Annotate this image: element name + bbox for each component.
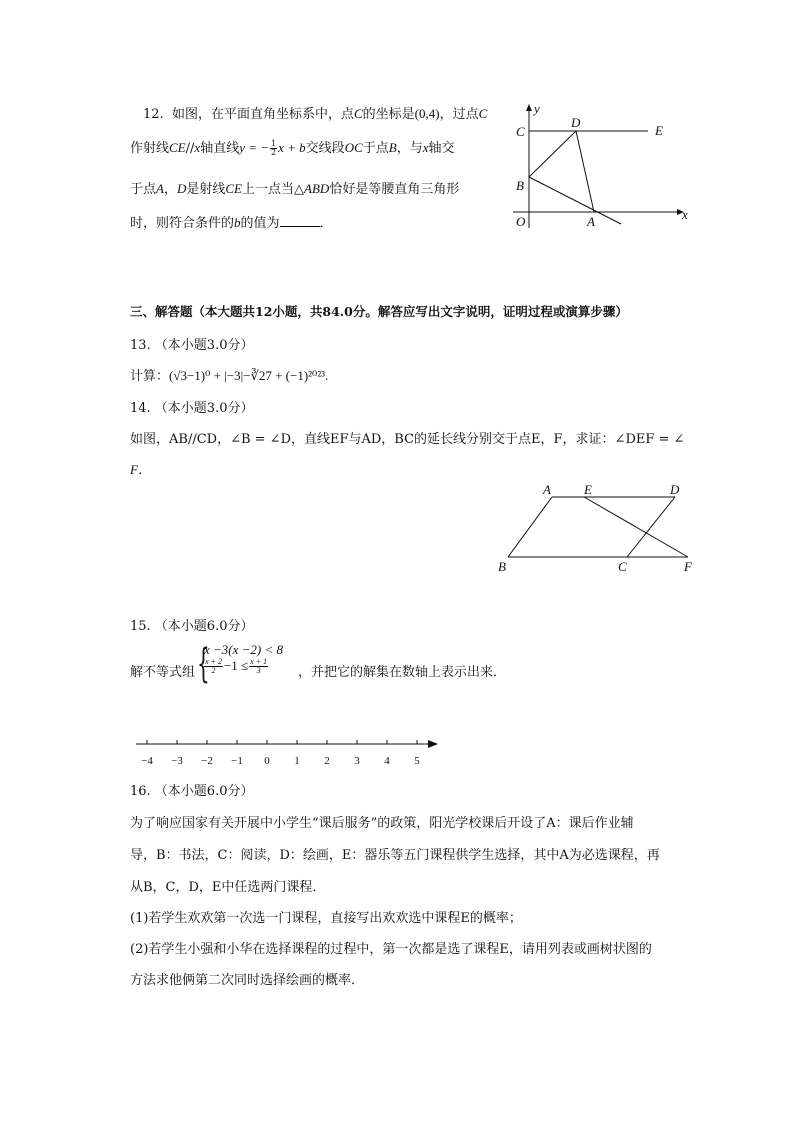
q15-inequality-1: x −3(x −2) < 8 <box>204 642 284 657</box>
q16-sub-question-2-cont: 方法求他俩第二次同时选择绘画的概率． <box>130 973 365 988</box>
label-d: D <box>571 115 581 130</box>
q12-equation: y = − <box>239 140 270 155</box>
triangle-symbol: △ <box>294 182 305 197</box>
q12-fraction <box>270 140 277 157</box>
q12-point-c: C <box>478 106 488 121</box>
segment-ef <box>584 497 688 557</box>
q12-text: 的值为 <box>240 216 280 231</box>
q12-text: 恰好是等腰直角三角形 <box>329 182 460 197</box>
q16-sub-question-1: (1)若学生欢欢第一次选一门课程，直接写出欢欢选中课程E的概率； <box>130 911 522 926</box>
q16-header: 16. （本小题6.0分） <box>130 784 254 799</box>
answer-blank[interactable] <box>280 214 320 227</box>
section-heading: 三、解答题（本大题共12小题，共84.0分。解答应写出文字说明，证明过程或演算步骤） <box>130 304 628 319</box>
q12-line-4 <box>130 212 333 231</box>
label-c: C <box>516 124 525 139</box>
q15-text-before: 解不等式组 <box>130 665 196 680</box>
number-line-label: 1 <box>294 755 300 767</box>
q12-text: 作射线 <box>130 141 170 156</box>
number-line-label: −4 <box>141 755 153 767</box>
q12-text: 轴直线 <box>200 141 240 156</box>
q12-point-b: B <box>388 140 397 155</box>
label-b: B <box>498 559 506 574</box>
number-line-arrow <box>428 740 438 748</box>
q12-text: 如图，在平面直角坐标系中，点 <box>171 107 354 122</box>
fraction-denominator: 3 <box>256 666 261 675</box>
q13-text: 计算： <box>130 369 170 384</box>
q12-coordinate-figure <box>505 100 695 235</box>
q15-middle: −1 ≤ <box>223 658 249 673</box>
q12-text: 于点 <box>130 182 157 197</box>
q16-para-line-1: 为了响应国家有关开展中小学生“课后服务”的政策，阳光学校课后开设了A：课后作业辅 <box>130 816 634 831</box>
q12-ray-ce: CE <box>169 140 186 155</box>
q12-coordinate: (0,4) <box>414 106 440 121</box>
number-line-label: 5 <box>414 755 420 767</box>
q12-segment-oc: OC <box>344 140 363 155</box>
q12-parallel: // <box>185 141 195 156</box>
q15-text-after: ，并把它的解集在数轴上表示出来． <box>298 665 507 680</box>
q12-triangle-abd: ABD <box>304 181 330 196</box>
q12-text: 是射线 <box>186 182 226 197</box>
label-b: B <box>516 178 524 193</box>
q14-header: 14. （本小题3.0分） <box>130 401 254 416</box>
segment-bd <box>529 131 576 177</box>
label-e: E <box>655 123 663 138</box>
q15-system-brace: { <box>197 641 210 687</box>
label-x: x <box>682 207 688 222</box>
label-o: O <box>516 214 526 229</box>
fraction-numerator: x + 2 <box>205 657 222 666</box>
q12-point-d: D <box>176 181 187 196</box>
label-e: E <box>584 482 592 497</box>
q12-number: 12. <box>143 107 164 122</box>
q12-text: 交线段 <box>305 141 345 156</box>
fraction-numerator: 1 <box>271 139 277 148</box>
q12-ray-ce: CE <box>225 181 243 196</box>
label-a: A <box>543 482 551 497</box>
number-line-label: 4 <box>384 755 390 767</box>
q12-line-3 <box>130 178 459 197</box>
label-c: C <box>618 559 627 574</box>
q12-text: 的坐标是 <box>362 107 415 122</box>
q16-sub-question-2: (2)若学生小强和小华在选择课程的过程中，第一次都是选了课程E，请用列表或画树状图的 <box>130 942 652 957</box>
q12-text: ，与 <box>396 141 423 156</box>
q12-text: 于点 <box>362 141 389 156</box>
q12-text: ， <box>163 182 177 197</box>
label-y: y <box>534 101 540 116</box>
label-d: D <box>670 482 680 497</box>
number-line <box>130 734 450 770</box>
q12-text: ． <box>319 216 333 231</box>
q12-equation-rest: x + b <box>278 140 306 155</box>
q13-header: 13. （本小题3.0分） <box>130 338 254 353</box>
number-line-label: 2 <box>324 755 330 767</box>
q13-line <box>130 365 328 384</box>
number-line-label: 3 <box>354 755 360 767</box>
fraction-denominator: 2 <box>211 666 216 675</box>
segment-dc <box>627 497 675 557</box>
q15-header: 15. （本小题6.0分） <box>130 619 254 634</box>
q15-fraction-2 <box>249 658 268 675</box>
q15-fraction-1 <box>204 658 223 675</box>
q16-para-line-3: 从B，C，D，E中任选两门课程． <box>130 880 326 895</box>
q12-point-c: C <box>353 106 363 121</box>
q12-text: 时，则符合条件的 <box>130 216 235 231</box>
line-ab <box>529 177 621 224</box>
segment-ab <box>508 497 552 557</box>
number-line-label: −3 <box>171 755 183 767</box>
segment-da <box>576 131 594 212</box>
q12-b: b <box>234 215 241 230</box>
fraction-denominator: 2 <box>271 148 277 157</box>
q12-line-1 <box>143 103 487 122</box>
q12-line-2 <box>130 137 455 157</box>
number-line-label: −1 <box>231 755 243 767</box>
q16-para-line-2: 导，B：书法，C：阅读，D：绘画，E：器乐等五门课程供学生选择，其中A为必选课程，再 <box>130 848 660 863</box>
q12-x: x <box>194 140 201 155</box>
label-f: F <box>684 559 692 574</box>
fraction-numerator: x + 1 <box>250 657 268 666</box>
q15-inequality-2 <box>203 658 269 675</box>
q12-text: ，过点 <box>439 107 479 122</box>
q14-line-1: 如图，AB//CD，∠B = ∠D，直线EF与AD，BC的延长线分别交于点E，F，求证：∠DEF = ∠ <box>130 432 685 447</box>
q12-x: x <box>422 140 429 155</box>
q14-line-2: F． <box>130 462 151 477</box>
label-a: A <box>587 214 595 229</box>
q13-expression: (√3−1)⁰ + |−3|−∛27 + (−1)²⁰²³. <box>169 368 329 383</box>
y-axis-arrow <box>526 104 532 111</box>
q12-text: 轴交 <box>428 141 455 156</box>
number-line-label: 0 <box>264 755 270 767</box>
q12-point-a: A <box>156 181 164 196</box>
q14-figure <box>492 480 702 580</box>
number-line-label: −2 <box>201 755 213 767</box>
q12-text: 上一点当 <box>242 182 295 197</box>
